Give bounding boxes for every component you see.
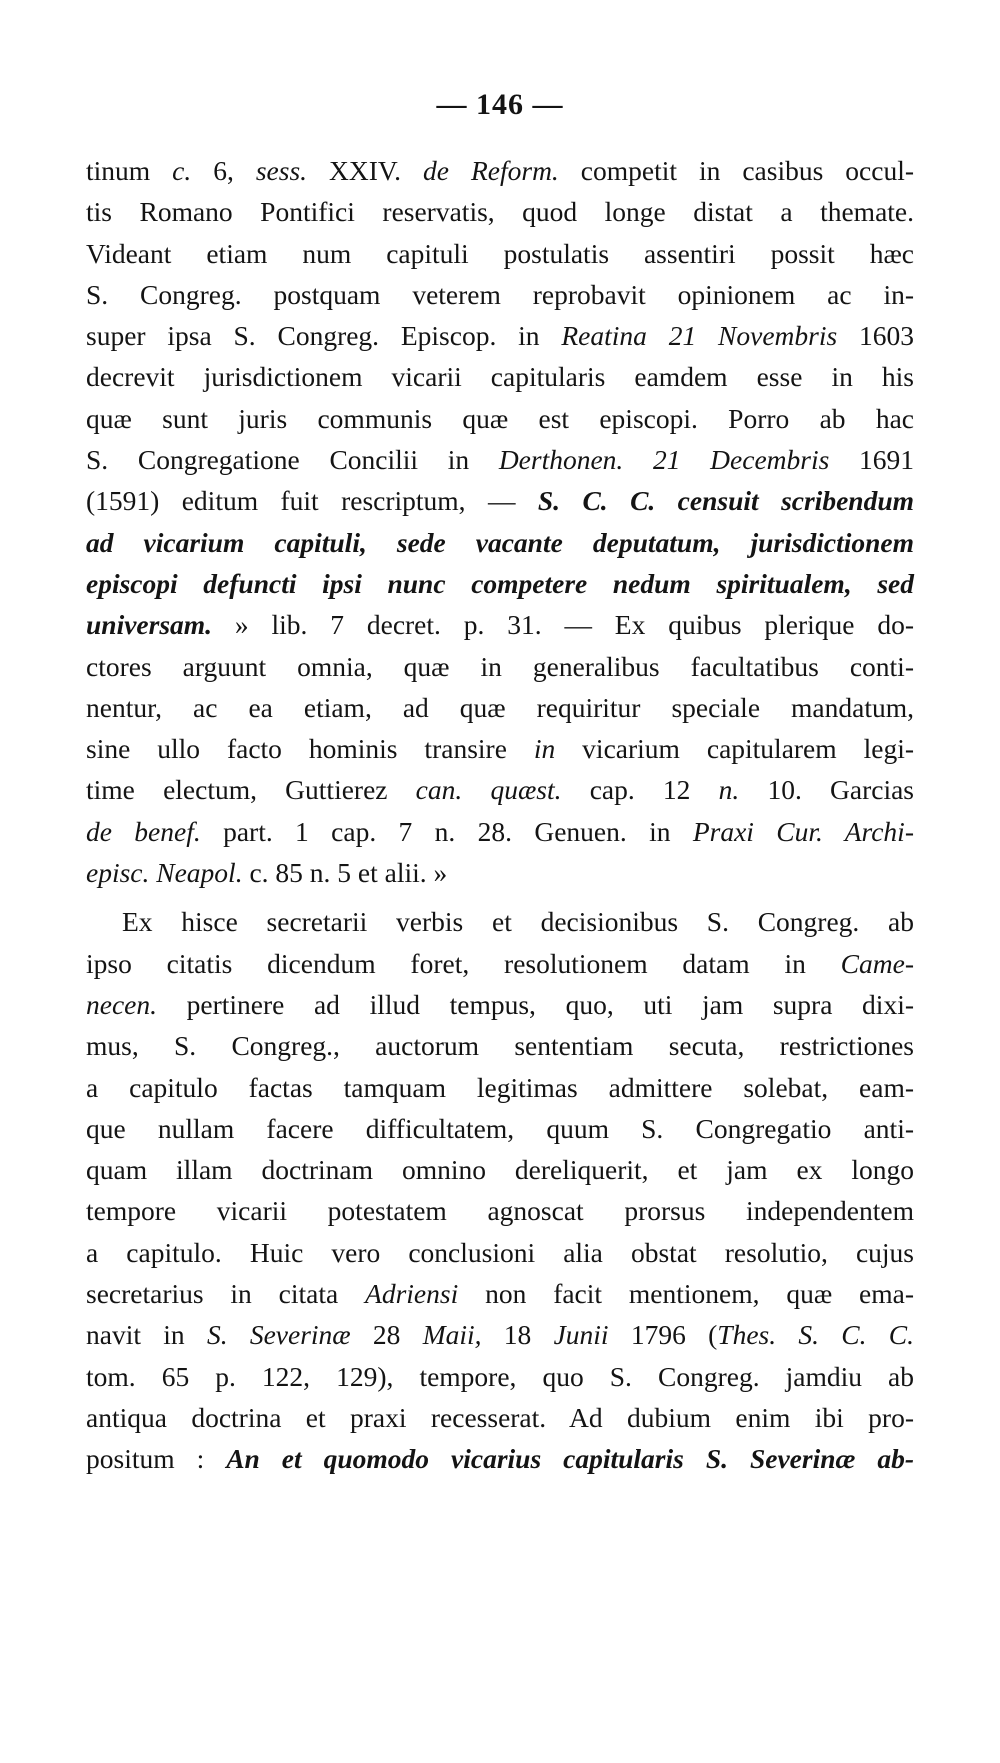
text-run: tis Romano Pontifici reservatis, quod longe distat a themate. (86, 196, 914, 228)
text-line (86, 943, 914, 984)
text-run: episcopi defuncti ipsi nunc competere nedum spiritualem, sed (86, 567, 914, 599)
text-run: Thes. S. C. C. (717, 1319, 914, 1351)
text-run: part. 1 cap. 7 n. 28. Genuen. in (200, 815, 693, 847)
text-line (86, 687, 914, 728)
text-run: 1796 ( (608, 1319, 718, 1351)
text-line (86, 315, 914, 356)
text-run: S. Severinæ (206, 1319, 351, 1351)
text-line (86, 1025, 914, 1066)
text-line (86, 769, 914, 810)
text-run: 1603 (837, 320, 914, 352)
text-run: secretarius in citata (86, 1278, 366, 1310)
text-run: Derthonen. 21 Decembris (498, 444, 830, 476)
page-number-header: — 146 — (436, 88, 564, 121)
text-run: c. 85 n. 5 et alii. » (242, 857, 448, 889)
text-run: vicarium capitularem legi- (555, 733, 914, 765)
text-run: tinum (86, 155, 173, 186)
text-run: Reatina 21 Novembris (561, 320, 838, 352)
text-line (86, 150, 914, 191)
text-run: mus, S. Congreg., auctorum sententiam secuta, restrictiones (86, 1030, 914, 1062)
text-line (86, 1149, 914, 1190)
text-run: necen. (86, 988, 157, 1020)
text-line (86, 852, 914, 893)
text-run: antiqua doctrina et praxi recesserat. Ad dubium enim ibi pro- (86, 1401, 914, 1433)
text-line (86, 901, 914, 942)
text-run: Ex hisce secretarii verbis et decisionibus S. Congreg. ab (122, 906, 914, 938)
text-run: a capitulo factas tamquam legitimas admittere solebat, eam- (86, 1071, 914, 1103)
text-line (86, 1397, 914, 1438)
text-run: Junii (553, 1319, 609, 1351)
text-run: n. (718, 774, 740, 806)
text-line (86, 1108, 914, 1149)
text-run: ctores arguunt omnia, quæ in generalibus facultatibus conti- (86, 650, 914, 682)
text-run: cap. 12 (561, 774, 719, 806)
text-run: An et quomodo vicarius capitularis S. Severinæ ab- (226, 1443, 914, 1475)
text-line (86, 1438, 914, 1479)
text-run: 10. Garcias (739, 774, 914, 806)
text-run: (1591) editum fuit rescriptum, — (86, 485, 538, 517)
text-line (86, 480, 914, 521)
text-line (86, 811, 914, 852)
text-run: quæ sunt juris communis quæ est episcopi. Porro ab hac (86, 402, 914, 434)
text-line (86, 398, 914, 439)
text-run: tom. 65 p. 122, 129), tempore, quo S. Congreg. jamdiu ab (86, 1360, 914, 1392)
text-run: decrevit jurisdictionem vicarii capitularis eamdem esse in his (86, 361, 914, 393)
text-line (86, 1232, 914, 1273)
text-line (86, 274, 914, 315)
text-line (86, 356, 914, 397)
text-run: can. quæst. (415, 774, 562, 806)
text-run: Adriensi (365, 1278, 459, 1310)
text-run: Came- (840, 947, 914, 979)
text-run: de Reform. (423, 155, 559, 186)
text-run: de benef. (86, 815, 201, 847)
text-run: que nullam facere difficultatem, quum S. Congregatio anti- (86, 1112, 914, 1144)
text-run: » lib. 7 decret. p. 31. — Ex quibus plerique do- (212, 609, 914, 641)
text-line (86, 984, 914, 1025)
text-run: time electum, Guttierez (86, 774, 416, 806)
text-run: Praxi Cur. Archi- (692, 815, 914, 847)
text-run: non facit mentionem, quæ ema- (458, 1278, 914, 1310)
text-run: c. (172, 155, 192, 186)
text-run: tempore vicarii potestatem agnoscat prorsus independentem (86, 1195, 914, 1227)
text-run: S. C. C. censuit scribendum (537, 485, 915, 517)
text-run: universam. (86, 609, 213, 641)
text-run: a capitulo. Huic vero conclusioni alia obstat resolutio, cujus (86, 1236, 914, 1268)
text-line (86, 604, 914, 645)
text-line (86, 233, 914, 274)
text-line (86, 1314, 914, 1355)
text-line (86, 563, 914, 604)
text-line (86, 1067, 914, 1108)
text-run: sine ullo facto hominis transire (86, 733, 534, 765)
text-run: S. Congregatione Concilii in (86, 444, 499, 476)
text-run: 28 (350, 1319, 423, 1351)
text-run: 1691 (829, 444, 914, 476)
text-run: quam illam doctrinam omnino dereliquerit, et jam ex longo (86, 1154, 914, 1186)
text-line (86, 522, 914, 563)
text-line (86, 1190, 914, 1231)
text-run: 18 (481, 1319, 554, 1351)
text-run: ipso citatis dicendum foret, resolutionem datam in (86, 947, 841, 979)
text-run: Videant etiam num capituli postulatis assentiri possit hæc (86, 237, 914, 269)
text-line (86, 191, 914, 232)
text-run: ad vicarium capituli, sede vacante deputatum, jurisdictionem (86, 526, 914, 558)
text-run: 6, (191, 155, 256, 186)
text-line (86, 728, 914, 769)
text-line (86, 1356, 914, 1397)
text-run: competit in casibus occul- (558, 155, 914, 186)
text-run: Maii, (422, 1319, 482, 1351)
text-run: in (533, 733, 556, 765)
text-run: episc. Neapol. (86, 857, 243, 889)
text-run: pertinere ad illud tempus, quo, uti jam supra dixi- (157, 988, 914, 1020)
text-line (86, 1273, 914, 1314)
text-run: sess. (255, 155, 308, 186)
text-run: nentur, ac ea etiam, ad quæ requiritur speciale mandatum, (86, 691, 914, 723)
text-line (86, 439, 914, 480)
text-run: super ipsa S. Congreg. Episcop. in (86, 320, 562, 352)
text-run: XXIV. (307, 155, 424, 186)
text-run: positum : (86, 1443, 227, 1475)
page-body-text (86, 150, 914, 1480)
text-run: navit in (86, 1319, 207, 1351)
text-line (86, 646, 914, 687)
text-run: S. Congreg. postquam veterem reprobavit opinionem ac in- (86, 278, 914, 310)
